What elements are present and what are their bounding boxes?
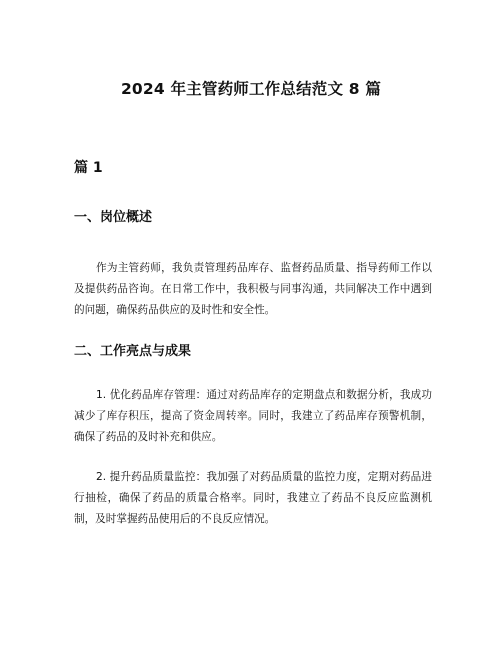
paragraph-overview: 作为主管药师，我负责管理药品库存、监督药品质量、指导药师工作以及提供药品咨询。在日常工作中，我积极与同事沟通，共同解决工作中遇到的问题，确保药品供应的及时性和安全性。 (74, 262, 432, 316)
heading-position-overview: 一、岗位概述 (74, 210, 153, 225)
section-title: 篇 1 (74, 160, 103, 176)
document-title: 2024 年主管药师工作总结范文 8 篇 (120, 80, 382, 98)
heading-highlights: 二、工作亮点与成果 (74, 344, 192, 359)
paragraph-item-2: 2. 提升药品质量监控：我加强了对药品质量的监控力度，定期对药品进行抽检，确保了药品的质量合格率。同时，我建立了药品不良反应监测机制，及时掌握药品使用后的不良反应情况。 (74, 471, 432, 525)
paragraph-item-1: 1. 优化药品库存管理：通过对药品库存的定期盘点和数据分析，我成功减少了库存积压，提高了资金周转率。同时，我建立了药品库存预警机制，确保了药品的及时补充和供应。 (74, 389, 432, 443)
